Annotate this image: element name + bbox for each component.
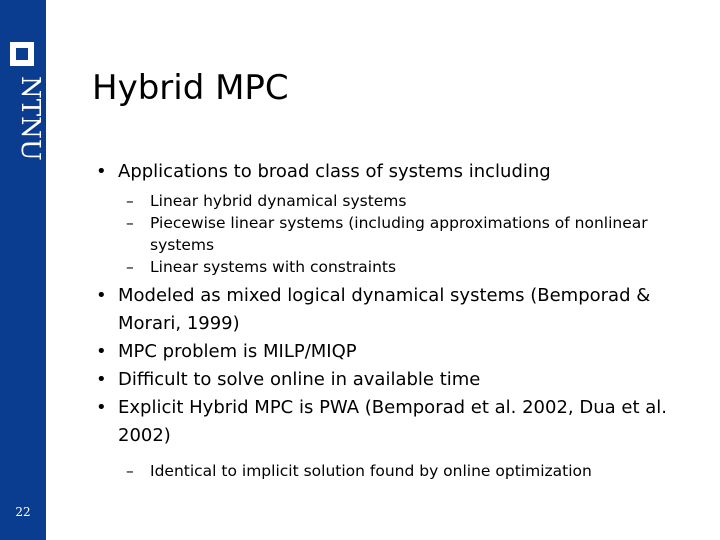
bullet-item [92,394,690,450]
bullet-text: Modeled as mixed logical dynamical systems (Bemporad & Morari, 1999) [118,285,651,334]
bullet-text: Difficult to solve online in available time [118,369,481,390]
slide-title: Hybrid MPC [92,68,289,108]
bullet-icon: • [96,341,107,362]
page-number: 22 [15,505,31,519]
sub-bullet-text: Identical to implicit solution found by online optimization [150,462,592,480]
dash-icon: – [126,258,134,276]
slide-content [92,158,712,482]
bullet-item [92,366,712,394]
bullet-list [92,158,712,482]
bullet-item [92,338,712,366]
logo-wordmark: NTNU [15,76,45,161]
bullet-icon: • [96,397,107,418]
bullet-text: Applications to broad class of systems including [118,161,551,182]
sub-bullet-item [92,256,712,278]
ntnu-logo [0,40,46,180]
sub-bullet-text: Linear hybrid dynamical systems [150,192,407,210]
bullet-text: Explicit Hybrid MPC is PWA (Bemporad et al. 2002, Dua et al. 2002) [118,397,667,446]
bullet-icon: • [96,369,107,390]
bullet-icon: • [96,285,107,306]
sub-bullet-item [92,190,712,212]
bullet-item [92,282,690,338]
dash-icon: – [126,214,134,232]
dash-icon: – [126,192,134,210]
dash-icon: – [126,462,134,480]
sub-bullet-item [92,460,712,482]
bullet-item [92,158,712,186]
bullet-text: MPC problem is MILP/MIQP [118,341,357,362]
bullet-icon: • [96,161,107,182]
sub-bullet-text: Linear systems with constraints [150,258,397,276]
sub-bullet-text: Piecewise linear systems (including approximations of nonlinear systems [150,214,648,254]
sub-bullet-item [92,212,690,256]
sidebar [0,0,46,540]
